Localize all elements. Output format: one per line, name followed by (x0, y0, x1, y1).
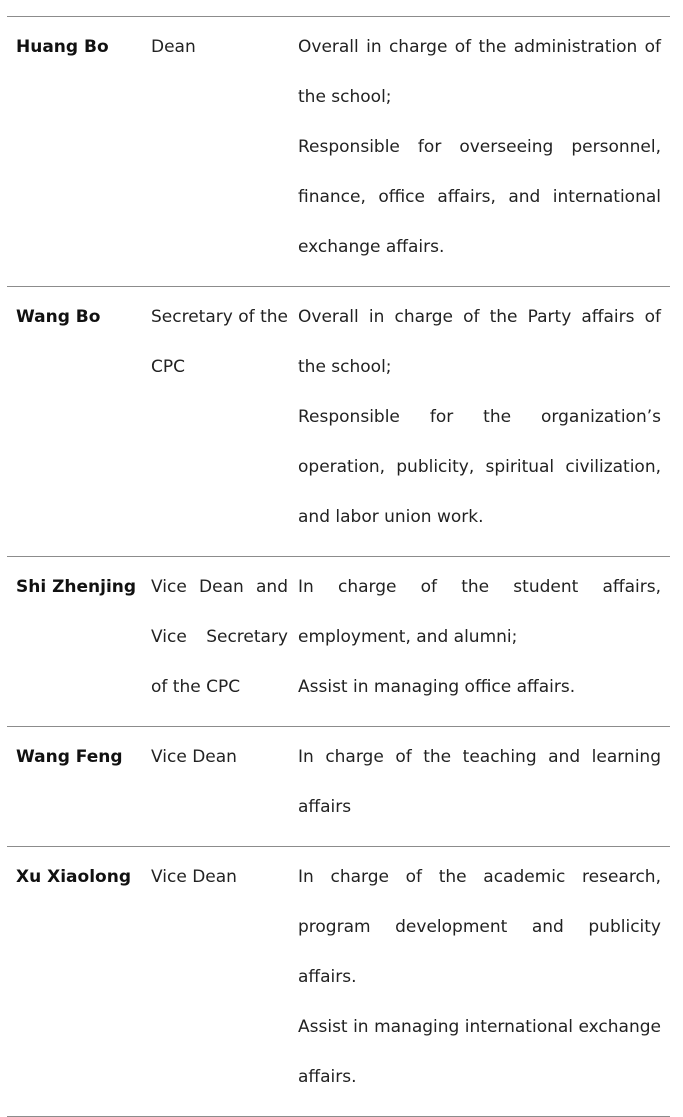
member-name: Shi Zhenjing (16, 577, 137, 597)
duty-item: In charge of the student affairs, employment, and alumni; (298, 577, 661, 647)
table-row (7, 287, 670, 557)
member-name: Wang Bo (16, 307, 101, 327)
table-row (7, 557, 670, 727)
member-role: Dean (151, 37, 196, 57)
member-role: Secretary of the CPC (151, 307, 288, 377)
table-row (7, 17, 670, 287)
duty-item: Responsible for overseeing personnel, finance, office affairs, and international exchange affairs. (298, 137, 661, 257)
member-duties (298, 847, 670, 1116)
member-duties (298, 557, 670, 726)
member-role: Vice Dean (151, 747, 237, 767)
member-duties (298, 727, 670, 846)
member-name: Xu Xiaolong (16, 867, 131, 887)
member-role: Vice Dean (151, 867, 237, 887)
duty-item: In charge of the teaching and learning affairs (298, 747, 661, 817)
table-row (7, 727, 670, 847)
duty-item: Assist in managing international exchange affairs. (298, 1017, 661, 1087)
duty-item: Assist in managing office affairs. (298, 677, 576, 697)
duty-item: Overall in charge of the Party affairs of the school; (298, 307, 661, 377)
duty-item: Overall in charge of the administration of the school; (298, 37, 661, 107)
member-role: Vice Dean and Vice Secretary of the CPC (151, 577, 288, 697)
member-duties (298, 17, 670, 286)
leadership-table (7, 16, 670, 1117)
duty-item: In charge of the academic research, program development and publicity affairs. (298, 867, 661, 987)
duty-item: Responsible for the organization’s operation, publicity, spiritual civilization, and labor union work. (298, 407, 661, 527)
member-name: Huang Bo (16, 37, 109, 57)
table-row (7, 847, 670, 1117)
member-duties (298, 287, 670, 556)
member-name: Wang Feng (16, 747, 123, 767)
